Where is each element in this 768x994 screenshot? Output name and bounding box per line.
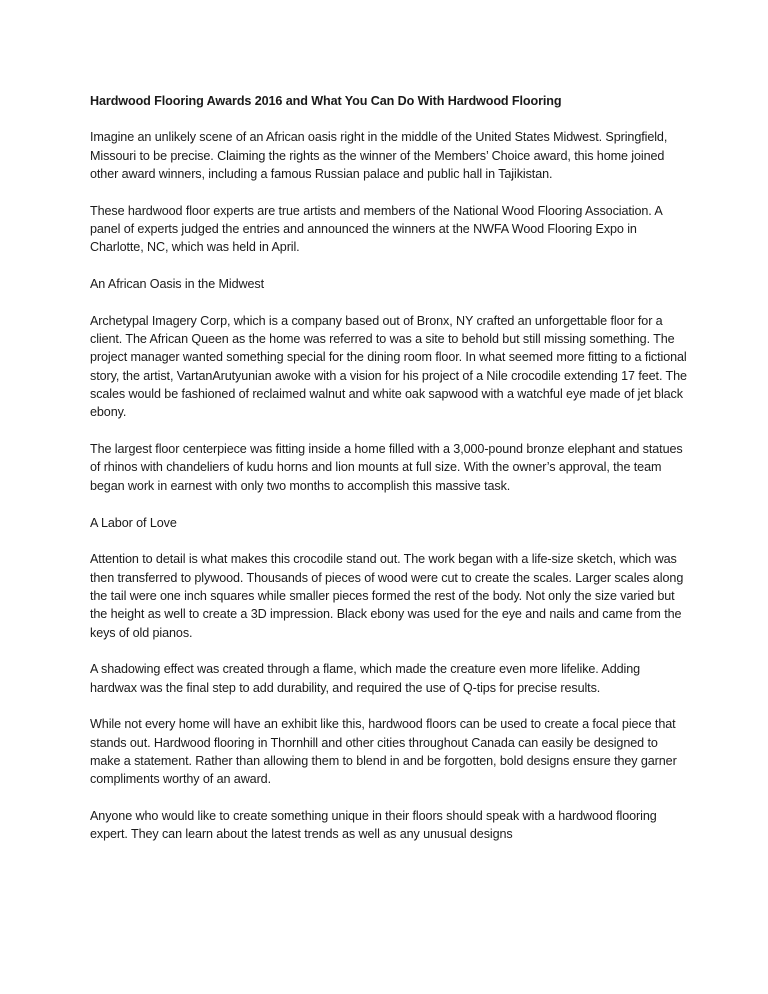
paragraph-anyone: Anyone who would like to create something unique in their floors should speak with a hardwood flooring expert. They can learn about the latest trends as well as any unusual designs [90,809,657,842]
paragraph-shadowing: A shadowing effect was created through a flame, which made the creature even more lifelike. Adding hardwax was the final step to add durability, and required the use of Q-tips for precise results. [90,662,641,695]
document-title: Hardwood Flooring Awards 2016 and What You Can Do With Hardwood Flooring [90,94,562,108]
paragraph-not-every-home: While not every home will have an exhibit like this, hardwood floors can be used to create a focal piece that stands out. Hardwood flooring in Thornhill and other cities throughout Canada can easily be designed to make a statement. Rather than allowing them to blend in and be forgotten, bold designs ensure they garner compliments worthy of an award. [90,717,677,787]
document-page [90,92,690,862]
paragraph-centerpiece: The largest floor centerpiece was fitting inside a home filled with a 3,000-pound bronze elephant and statues of rhinos with chandeliers of kudu horns and lion mounts at full size. With the owner’s approval, the team began work in earnest with only two months to accomplish this massive task. [90,442,683,493]
section-heading-african-oasis: An African Oasis in the Midwest [90,277,264,292]
paragraph-intro: Imagine an unlikely scene of an African oasis right in the middle of the United States Midwest. Springfield, Missouri to be precise. Claiming the rights as the winner of the Members’ Choice award, this home joined other award winners, including a famous Russian palace and public hall in Tajikistan. [90,130,668,181]
paragraph-attention: Attention to detail is what makes this crocodile stand out. The work began with a life-size sketch, which was then transferred to plywood. Thousands of pieces of wood were cut to create the scales. Larger scales along the tail were one inch squares while smaller pieces formed the rest of the body. Not only the size varied but the height as well to create a 3D impression. Black ebony was used for the eye and nails and came from the keys of old pianos. [90,552,684,640]
paragraph-archetypal: Archetypal Imagery Corp, which is a company based out of Bronx, NY crafted an unforgettable floor for a client. The African Queen as the home was referred to was a site to behold but still missing something. The project manager wanted something special for the dining room floor. In what seemed more fitting to a fictional story, the artist, VartanArutyunian awoke with a vision for his project of a Nile crocodile extending 17 feet. The scales would be fashioned of reclaimed walnut and white oak sapwood with a watchful eye made of jet black ebony. [90,313,687,420]
section-heading-labor-of-love: A Labor of Love [90,515,177,530]
paragraph-experts: These hardwood floor experts are true artists and members of the National Wood Flooring Association. A panel of experts judged the entries and announced the winners at the NWFA Wood Flooring Expo in Charlotte, NC, which was held in April. [90,203,662,255]
